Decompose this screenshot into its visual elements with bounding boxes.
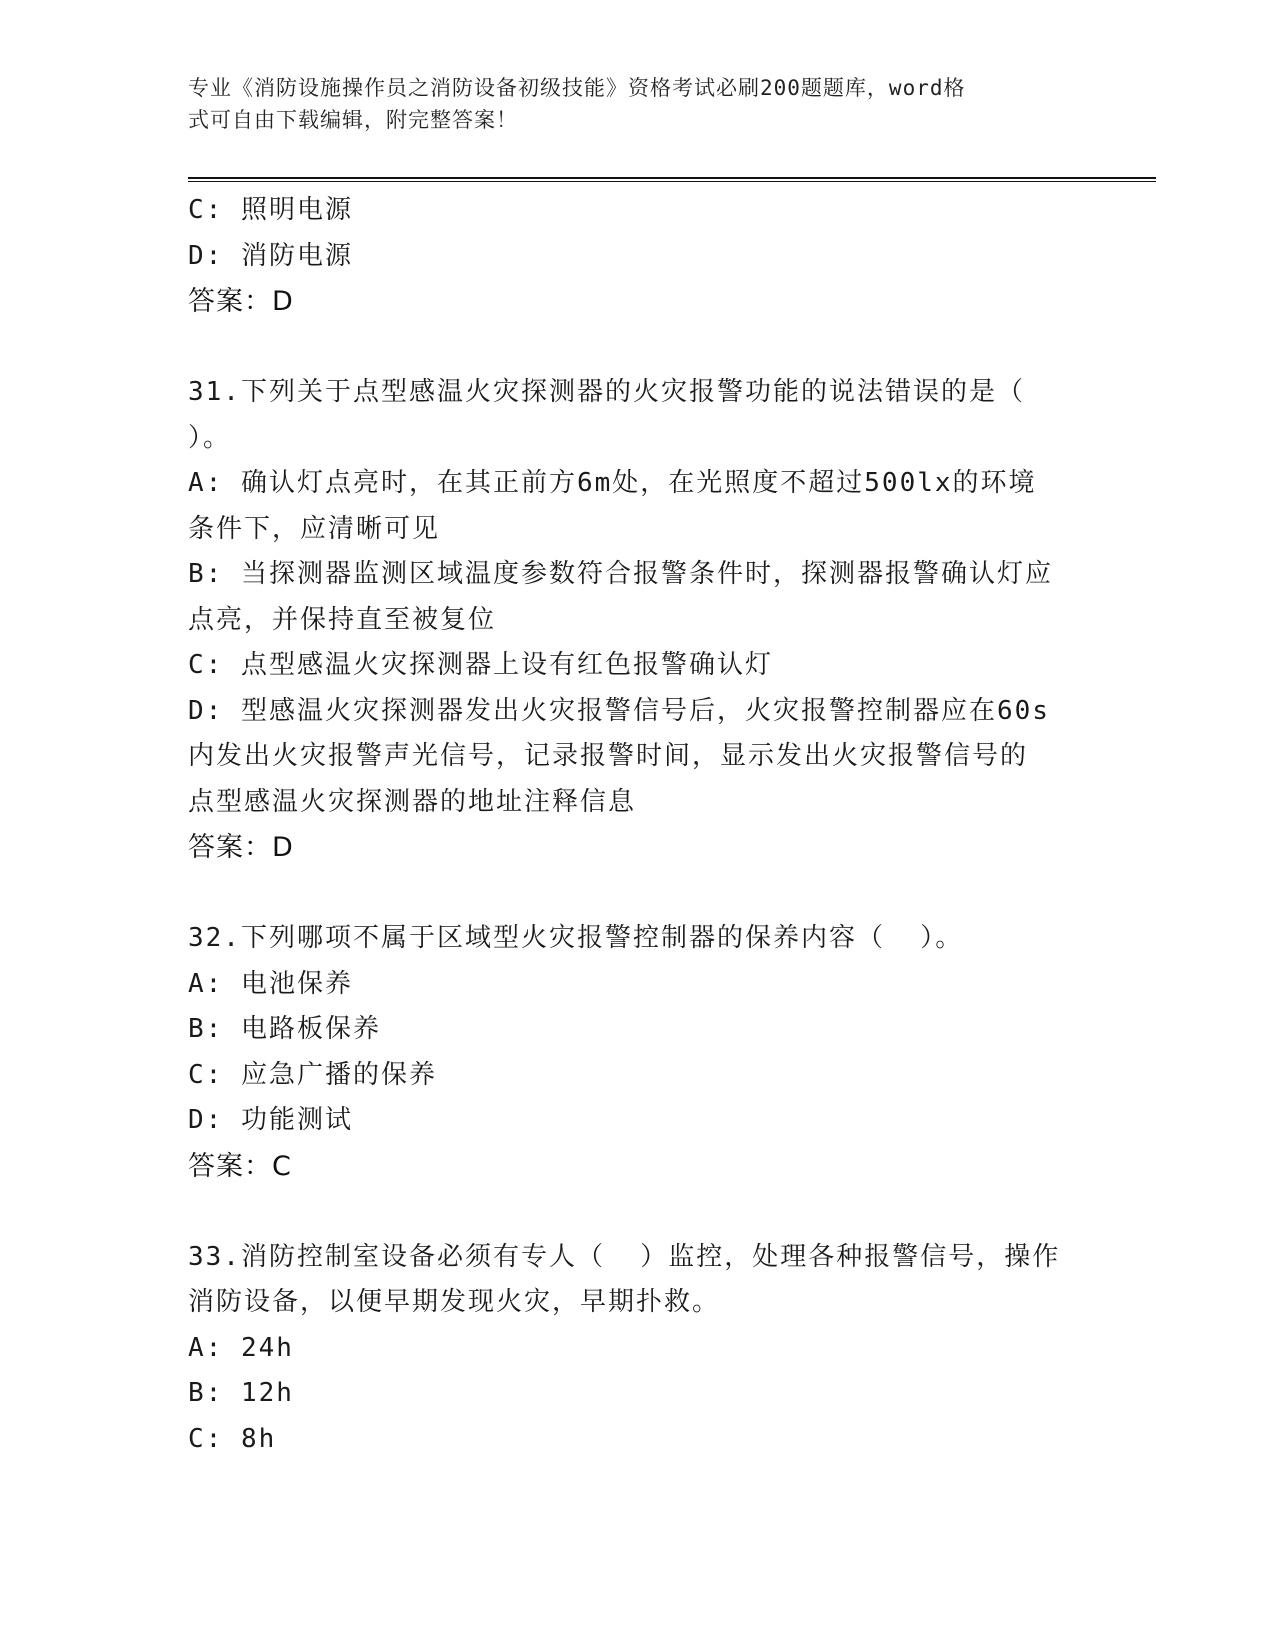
question-31 (188, 370, 1088, 871)
document-body (188, 188, 1088, 1462)
option-d-cont: 内发出火灾报警声光信号，记录报警时间，显示发出火灾报警信号的 (188, 741, 1029, 771)
answer-line: 答案：D (188, 832, 294, 863)
question-stem: 31.下列关于点型感温火灾探测器的火灾报警功能的说法错误的是（ (188, 377, 1025, 407)
spacer (188, 1189, 1088, 1235)
answer-line: 答案：D (188, 286, 294, 317)
header-line-1: 专业《消防设施操作员之消防设备初级技能》资格考试必刷200题题库，word格 (188, 76, 966, 100)
option-b: B: 12h (188, 1378, 294, 1408)
option-d-cont: 点型感温火灾探测器的地址注释信息 (188, 786, 637, 817)
question-stem: 32.下列哪项不属于区域型火灾报警控制器的保养内容（ ）。 (188, 923, 964, 953)
option-b: B: 当探测器监测区域温度参数符合报警条件时，探测器报警确认灯应 (188, 559, 1053, 589)
option-c: C: 点型感温火灾探测器上设有红色报警确认灯 (188, 650, 773, 680)
option-c: C: 8h (188, 1423, 277, 1454)
document-header (188, 72, 1088, 136)
option-a-cont: 条件下，应清晰可见 (188, 513, 441, 544)
option-a: A: 确认灯点亮时，在其正前方6m处，在光照度不超过500lx的环境 (188, 468, 1037, 498)
option-c: C: 照明电源 (188, 195, 353, 225)
question-32 (188, 916, 1088, 1189)
question-33 (188, 1235, 1088, 1463)
option-b-cont: 点亮，并保持直至被复位 (188, 604, 497, 635)
answer-line: 答案：C (188, 1150, 292, 1182)
question-stem: 消防设备，以便早期发现火灾，早期扑救。 (188, 1287, 721, 1317)
option-c: C: 应急广播的保养 (188, 1059, 437, 1090)
option-a: A: 24h (188, 1332, 294, 1363)
option-a: A: 电池保养 (188, 968, 353, 999)
option-d: D: 消防电源 (188, 240, 353, 271)
option-d: D: 功能测试 (188, 1105, 353, 1135)
header-divider (188, 177, 1156, 182)
question-stem: ）。 (188, 422, 232, 453)
header-line-2: 式可自由下载编辑，附完整答案！ (188, 108, 518, 132)
question-stem: 33.消防控制室设备必须有专人（ ）监控，处理各种报警信号，操作 (188, 1241, 1061, 1272)
option-b: B: 电路板保养 (188, 1014, 381, 1044)
option-d: D: 型感温火灾探测器发出火灾报警信号后，火灾报警控制器应在60s (188, 695, 1050, 726)
spacer (188, 871, 1088, 917)
spacer (188, 325, 1088, 371)
question-30-tail (188, 188, 1088, 325)
